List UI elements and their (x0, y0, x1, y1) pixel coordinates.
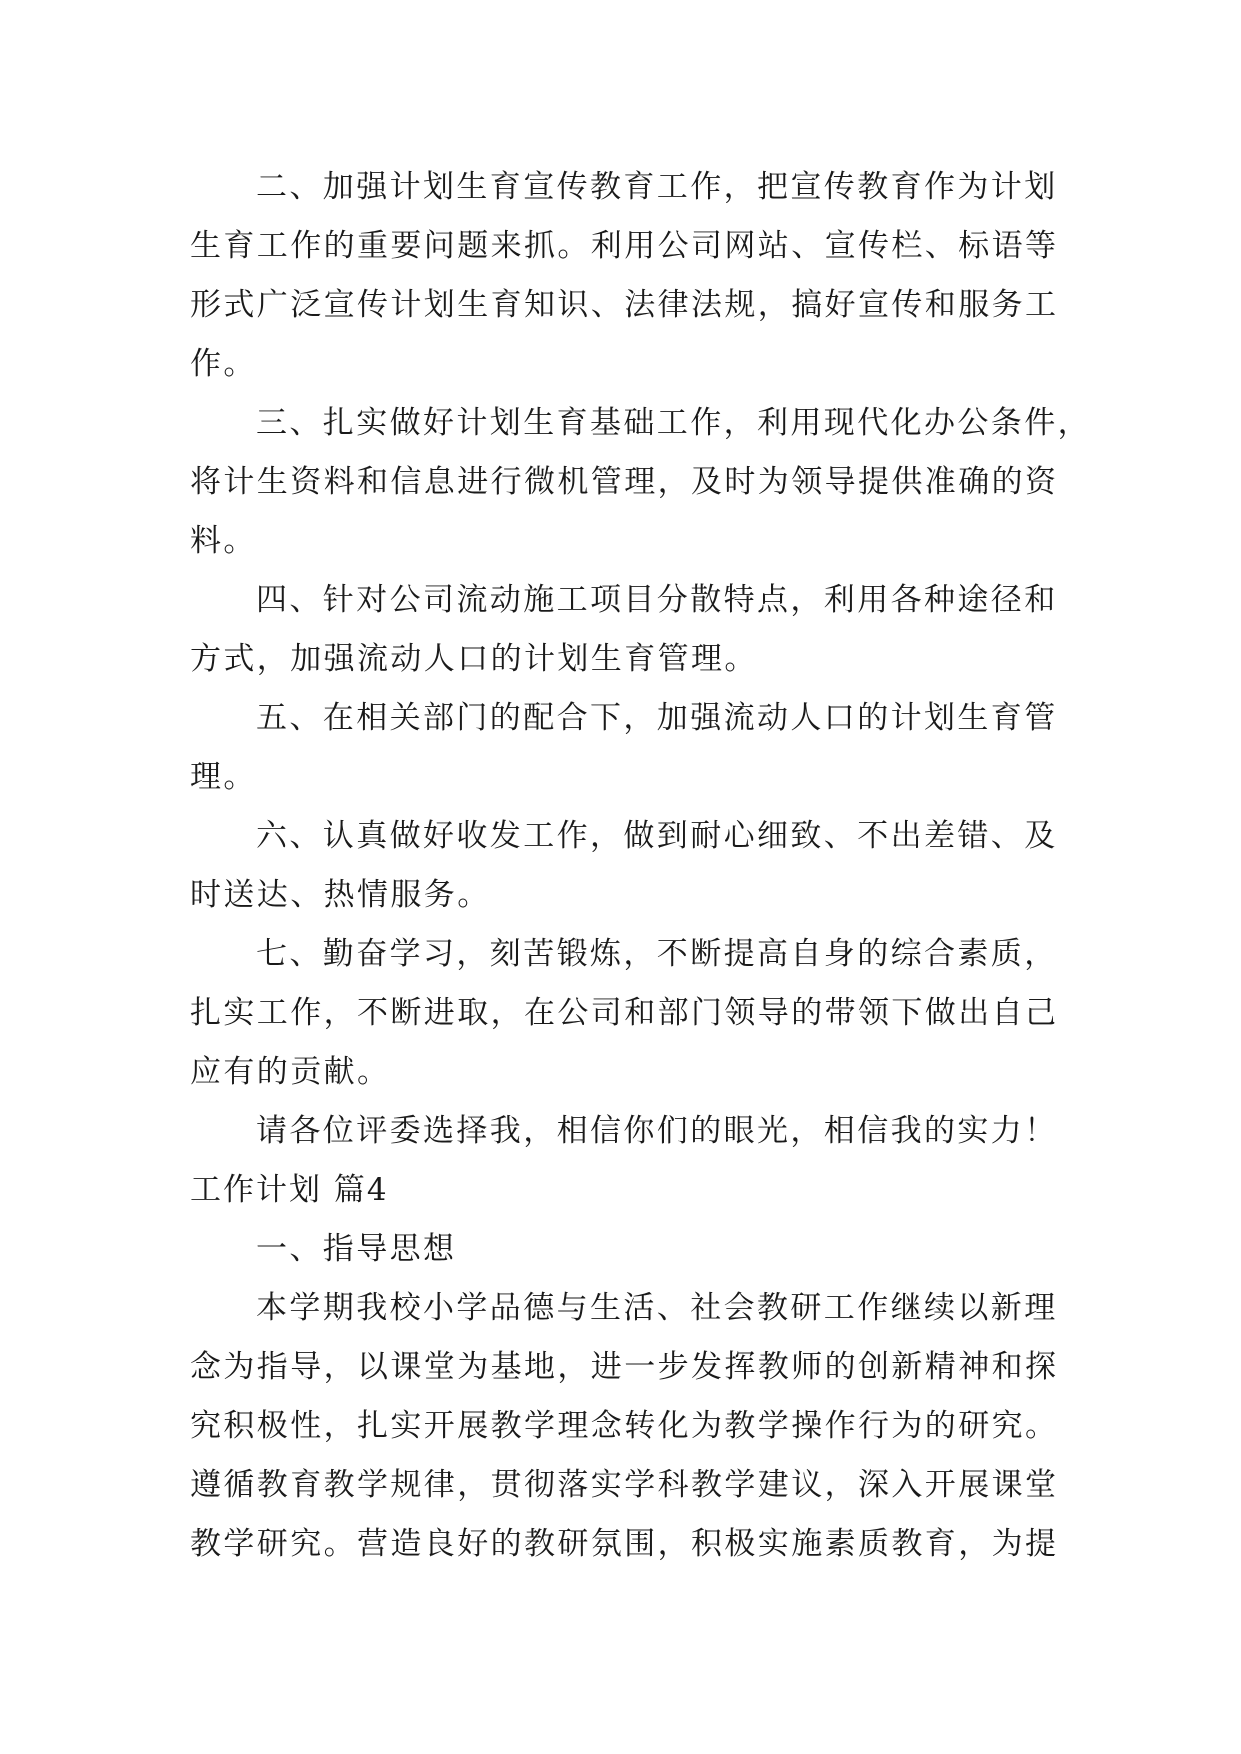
closing-line: 请各位评委选择我，相信你们的眼光，相信我的实力！ (256, 1113, 1058, 1149)
paragraph-seven-line-1: 七、勤奋学习，刻苦锻炼，不断提高自身的综合素质， (256, 936, 1058, 972)
document-page (190, 158, 1091, 1574)
paragraph-five-line-2: 理。 (190, 759, 257, 795)
paragraph-four-line-2: 方式，加强流动人口的计划生育管理。 (190, 641, 758, 677)
paragraph-seven-line-3: 应有的贡献。 (190, 1054, 391, 1090)
paragraph-two-line-2: 生育工作的重要问题来抓。利用公司网站、宣传栏、标语等 (190, 228, 1059, 264)
paragraph-six-line-1: 六、认真做好收发工作，做到耐心细致、不出差错、及 (256, 818, 1058, 854)
paragraph-three-line-2: 将计生资料和信息进行微机管理，及时为领导提供准确的资 (190, 464, 1059, 500)
body-paragraph-line-3: 究积极性，扎实开展教学理念转化为教学操作行为的研究。 (190, 1408, 1059, 1444)
body-paragraph-line-1: 本学期我校小学品德与生活、社会教研工作继续以新理 (256, 1290, 1058, 1326)
paragraph-three-line-1: 三、扎实做好计划生育基础工作，利用现代化办公条件， (256, 405, 1091, 441)
paragraph-two-line-4: 作。 (190, 346, 257, 382)
paragraph-three-line-3: 料。 (190, 523, 257, 559)
paragraph-seven-line-2: 扎实工作，不断进取，在公司和部门领导的带领下做出自己 (190, 995, 1059, 1031)
paragraph-four-line-1: 四、针对公司流动施工项目分散特点，利用各种途径和 (256, 582, 1058, 618)
body-paragraph-line-2: 念为指导，以课堂为基地，进一步发挥教师的创新精神和探 (190, 1349, 1059, 1385)
paragraph-two-line-1: 二、加强计划生育宣传教育工作，把宣传教育作为计划 (256, 169, 1058, 205)
subheading-guiding-thought: 一、指导思想 (256, 1231, 457, 1267)
body-paragraph-line-4: 遵循教育教学规律，贯彻落实学科教学建议，深入开展课堂 (190, 1467, 1059, 1503)
body-paragraph-line-5: 教学研究。营造良好的教研氛围，积极实施素质教育，为提 (190, 1526, 1059, 1562)
paragraph-two-line-3: 形式广泛宣传计划生育知识、法律法规，搞好宣传和服务工 (190, 287, 1059, 323)
paragraph-five-line-1: 五、在相关部门的配合下，加强流动人口的计划生育管 (256, 700, 1058, 736)
paragraph-six-line-2: 时送达、热情服务。 (190, 877, 491, 913)
section-heading: 工作计划 篇4 (190, 1172, 389, 1208)
